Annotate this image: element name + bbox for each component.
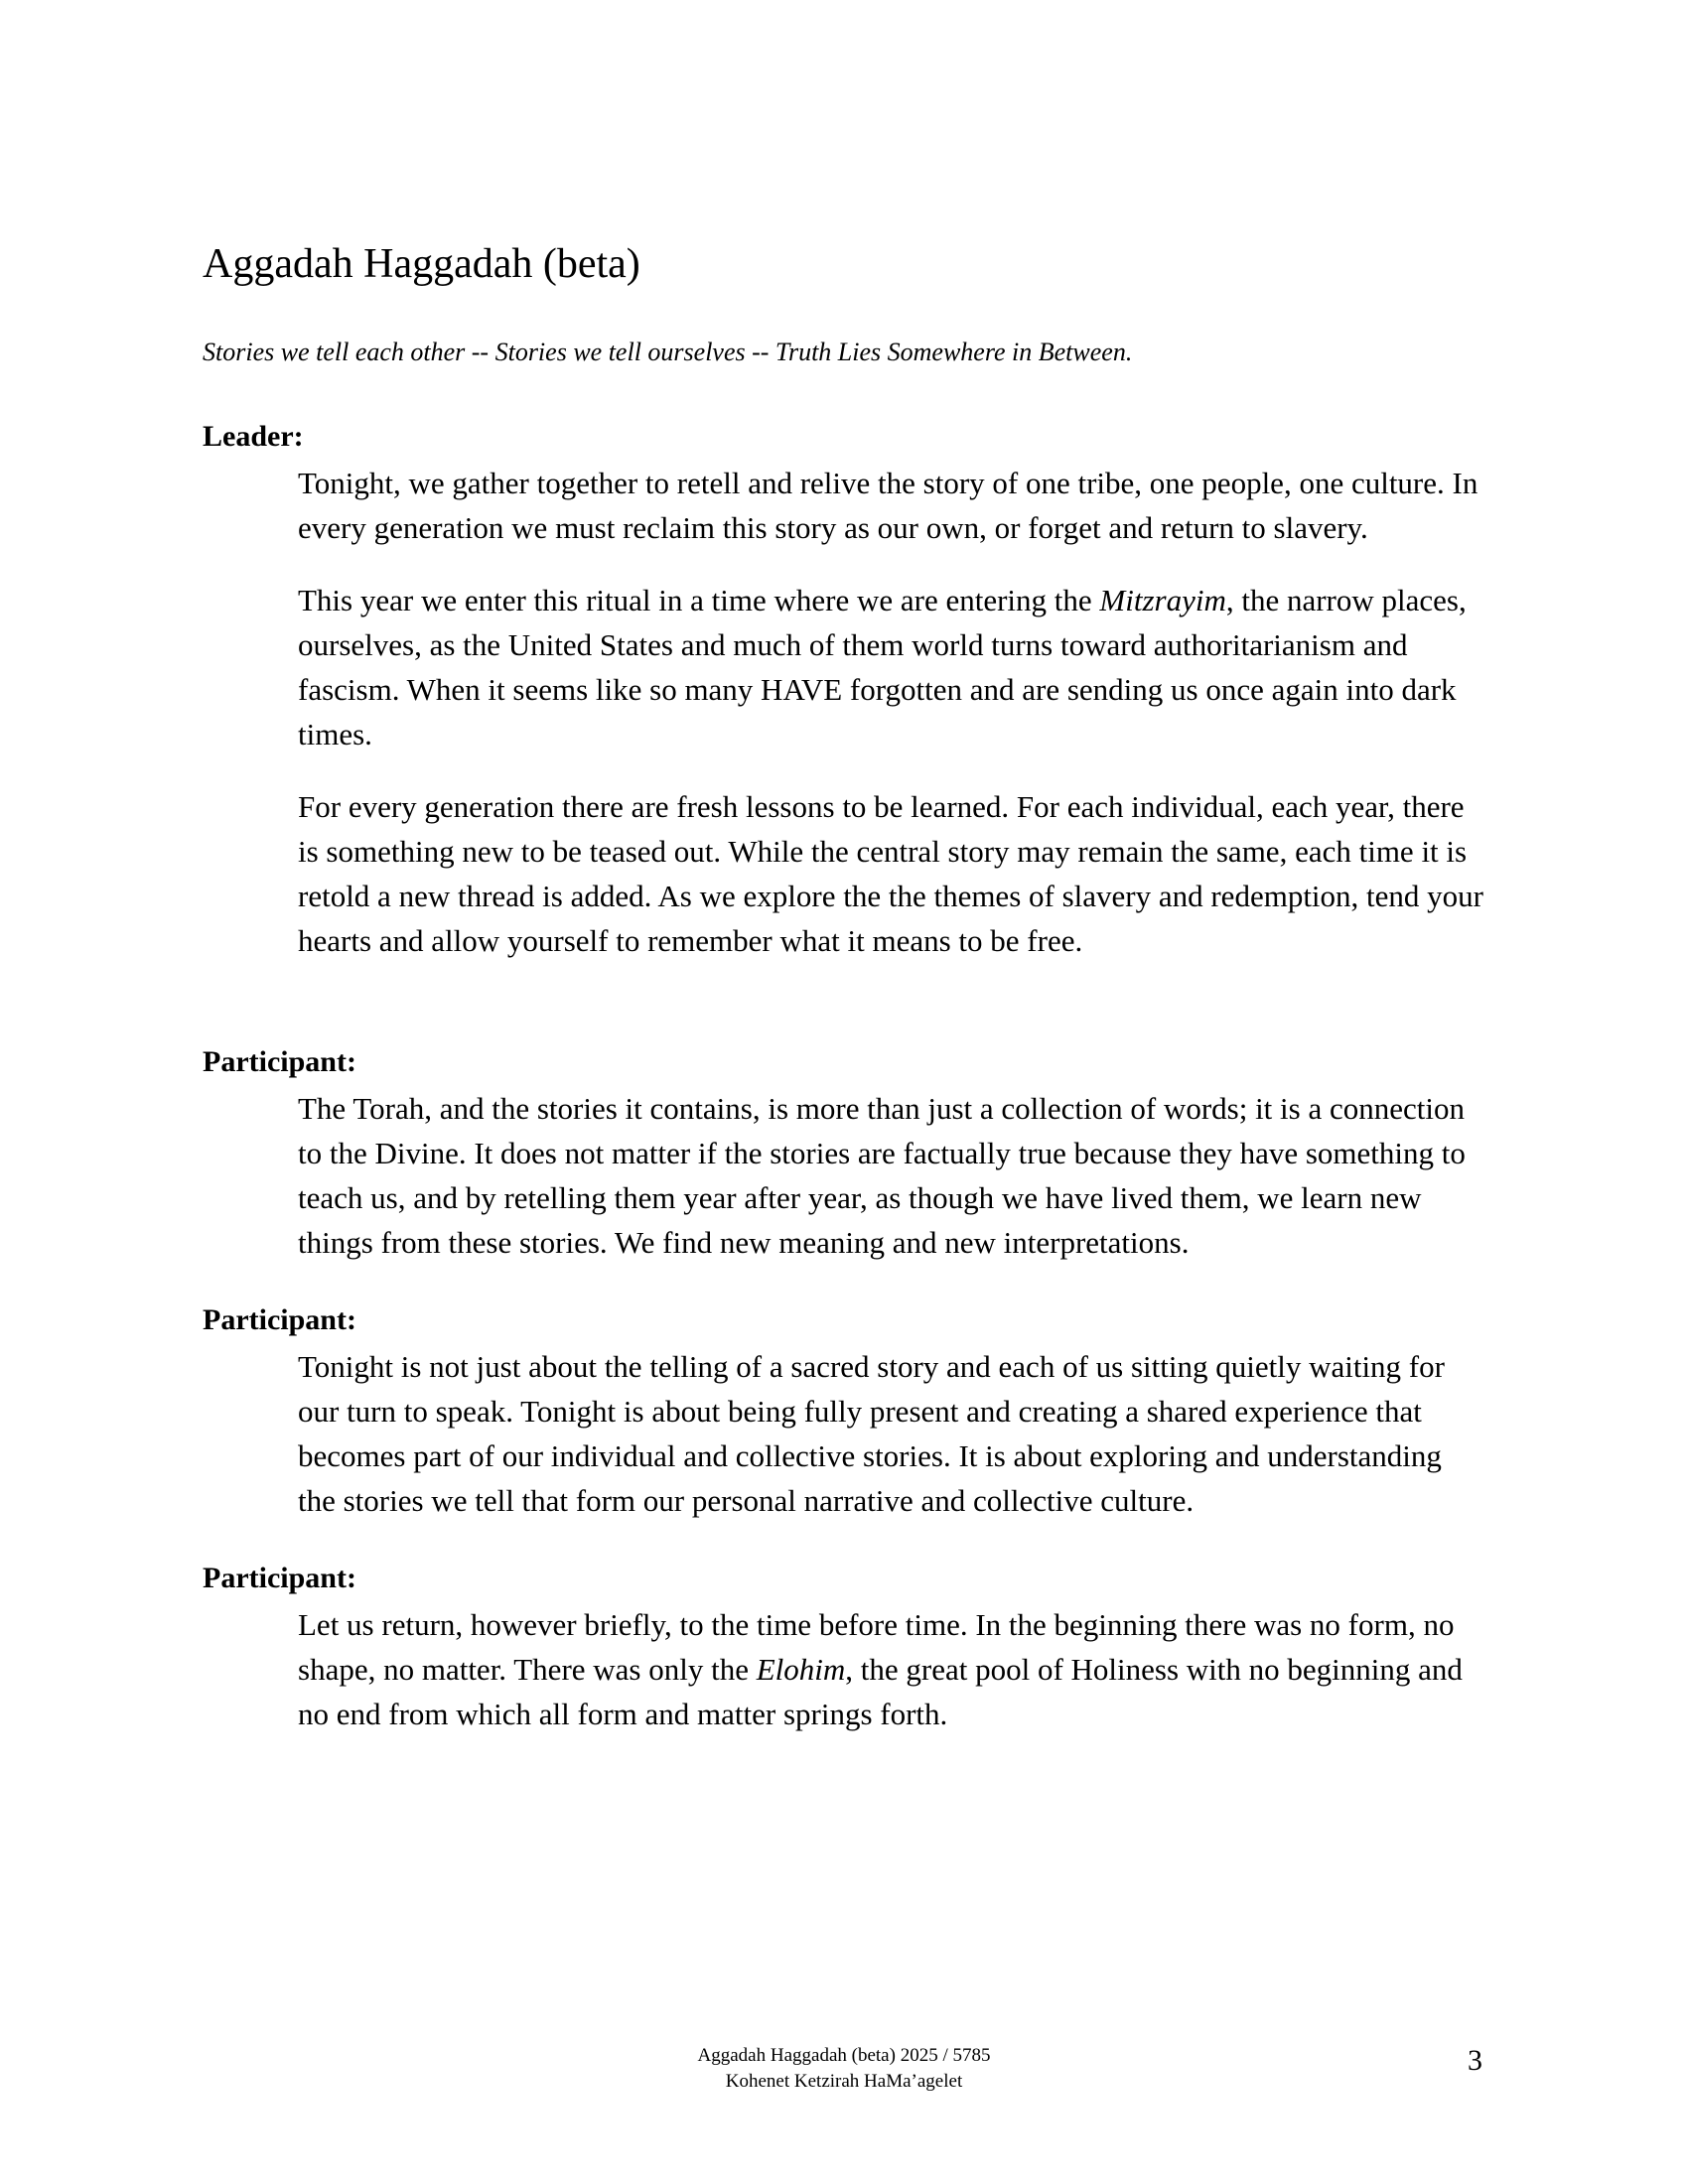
italic-text-run: Mitzrayim [1099,583,1226,617]
page-subtitle: Stories we tell each other -- Stories we tell ourselves -- Truth Lies Somewhere in Between. [203,338,1133,366]
paragraph [298,1086,1485,1265]
speaker-label: Participant: [203,1303,356,1336]
speaker-label: Leader: [203,420,304,453]
page-number: 3 [1468,2044,1482,2077]
text-run: The Torah, and the stories it contains, is more than just a collection of words; it is a connection to the Divine. It does not matter if the stories are factually true because they have something to teach us, and by retelling them year after year, as though we have lived them, we learn new things from these stories. We find new meaning and new interpretations. [298,1091,1466,1260]
paragraph [298,578,1485,756]
paragraph [298,784,1485,963]
speaker-label: Participant: [203,1562,356,1594]
speaker-section [203,1042,1489,1265]
text-run: This year we enter this ritual in a time where we are entering the [298,583,1100,617]
page-footer [0,2043,1688,2095]
document-content [203,240,1489,1736]
text-run: , the narrow places, ourselves, as the United States and much of them world turns toward authoritarianism and fascism. When it seems like so many HAVE forgotten and are sending us once again into dark times. [298,583,1467,751]
footer-line1: Aggadah Haggadah (beta) 2025 / 5785 [697,2045,991,2066]
speaker-section [203,1559,1489,1736]
speaker-section [203,417,1489,963]
speaker-section [203,1300,1489,1523]
italic-text-run: Elohim [756,1652,846,1687]
footer-line2: Kohenet Ketzirah HaMa’agelet [725,2071,963,2092]
text-run: Let us return, however briefly, to the time before time. In the beginning there was no form, no shape, no matter. There was only the [298,1607,1455,1687]
text-run: For every generation there are fresh lessons to be learned. For each individual, each year, there is something new to be teased out. While the central story may remain the same, each time it is retold a new thread is added. As we explore the the themes of slavery and redemption, tend your hearts and allow yourself to remember what it means to be free. [298,789,1483,958]
text-run: Tonight, we gather together to retell and relive the story of one tribe, one people, one culture. In every generation we must reclaim this story as our own, or forget and return to slavery. [298,466,1478,545]
text-run: , the great pool of Holiness with no beginning and no end from which all form and matter springs forth. [298,1652,1463,1731]
sections-container [203,417,1489,1736]
paragraph [298,461,1485,550]
speaker-label: Participant: [203,1045,356,1078]
text-run: Tonight is not just about the telling of a sacred story and each of us sitting quietly waiting for our turn to speak. Tonight is about being fully present and creating a shared experience that becomes part of our individual and collective stories. It is about exploring and understanding the stories we tell that form our personal narrative and collective culture. [298,1349,1445,1518]
page-title: Aggadah Haggadah (beta) [203,241,640,287]
paragraph [298,1602,1485,1736]
paragraph [298,1344,1485,1523]
